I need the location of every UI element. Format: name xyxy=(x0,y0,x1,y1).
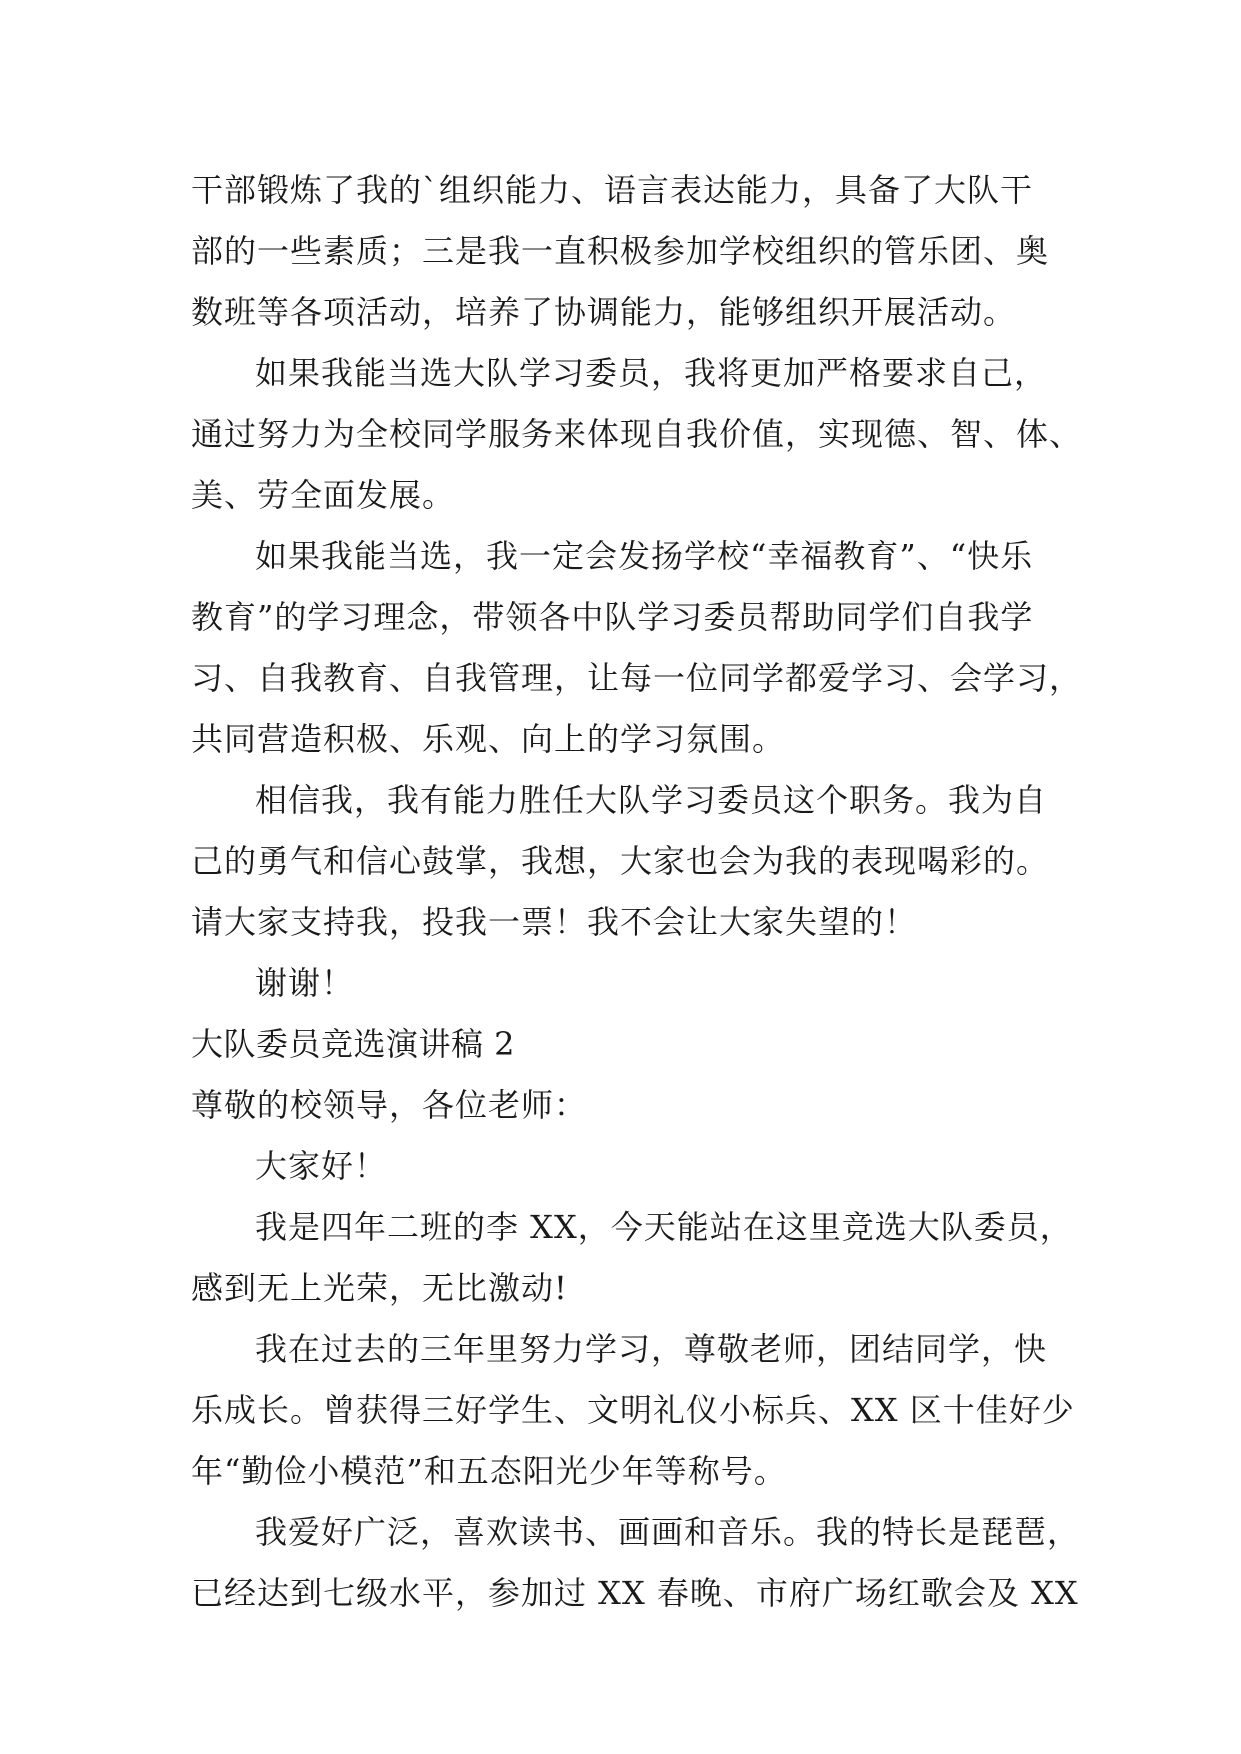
text-line: 我是四年二班的李 XX，今天能站在这里竞选大队委员， xyxy=(255,1208,1073,1246)
text-line: 已经达到七级水平，参加过 XX 春晚、市府广场红歌会及 XX xyxy=(191,1574,1079,1612)
text-line: 习、自我教育、自我管理，让每一位同学都爱学习、会学习， xyxy=(191,659,1083,697)
text-line: 乐成长。曾获得三好学生、文明礼仪小标兵、XX 区十佳好少 xyxy=(191,1391,1075,1429)
text-line: 干部锻炼了我的`组织能力、语言表达能力，具备了大队干 xyxy=(191,171,1034,209)
text-line: 共同营造积极、乐观、向上的学习氛围。 xyxy=(191,720,786,758)
text-line: 美、劳全面发展。 xyxy=(191,476,456,514)
text-line: 谢谢！ xyxy=(255,964,355,1002)
greeting: 大家好！ xyxy=(255,1147,388,1185)
text-line: 数班等各项活动，培养了协调能力，能够组织开展活动。 xyxy=(191,293,1017,331)
document-body xyxy=(191,160,1083,1624)
salutation: 尊敬的校领导，各位老师： xyxy=(191,1086,588,1124)
text-line: 部的一些素质；三是我一直积极参加学校组织的管乐团、奥 xyxy=(191,232,1050,270)
text-line: 感到无上光荣，无比激动! xyxy=(191,1269,568,1307)
text-line: 相信我，我有能力胜任大队学习委员这个职务。我为自 xyxy=(255,781,1048,819)
section-heading: 大队委员竞选演讲稿 2 xyxy=(191,1025,516,1063)
text-line: 年“勤俭小模范”和五态阳光少年等称号。 xyxy=(191,1452,787,1490)
text-line: 己的勇气和信心鼓掌，我想，大家也会为我的表现喝彩的。 xyxy=(191,842,1050,880)
text-line: 如果我能当选，我一定会发扬学校“幸福教育”、“快乐 xyxy=(255,537,1034,575)
text-line: 通过努力为全校同学服务来体现自我价值，实现德、智、体、 xyxy=(191,415,1083,453)
text-line: 我在过去的三年里努力学习，尊敬老师，团结同学，快 xyxy=(255,1330,1048,1368)
text-line: 如果我能当选大队学习委员，我将更加严格要求自己， xyxy=(255,354,1048,392)
text-line: 教育”的学习理念，带领各中队学习委员帮助同学们自我学 xyxy=(191,598,1034,636)
text-line: 我爱好广泛，喜欢读书、画画和音乐。我的特长是琵琶， xyxy=(255,1513,1081,1551)
text-line: 请大家支持我，投我一票！我不会让大家失望的！ xyxy=(191,903,918,941)
